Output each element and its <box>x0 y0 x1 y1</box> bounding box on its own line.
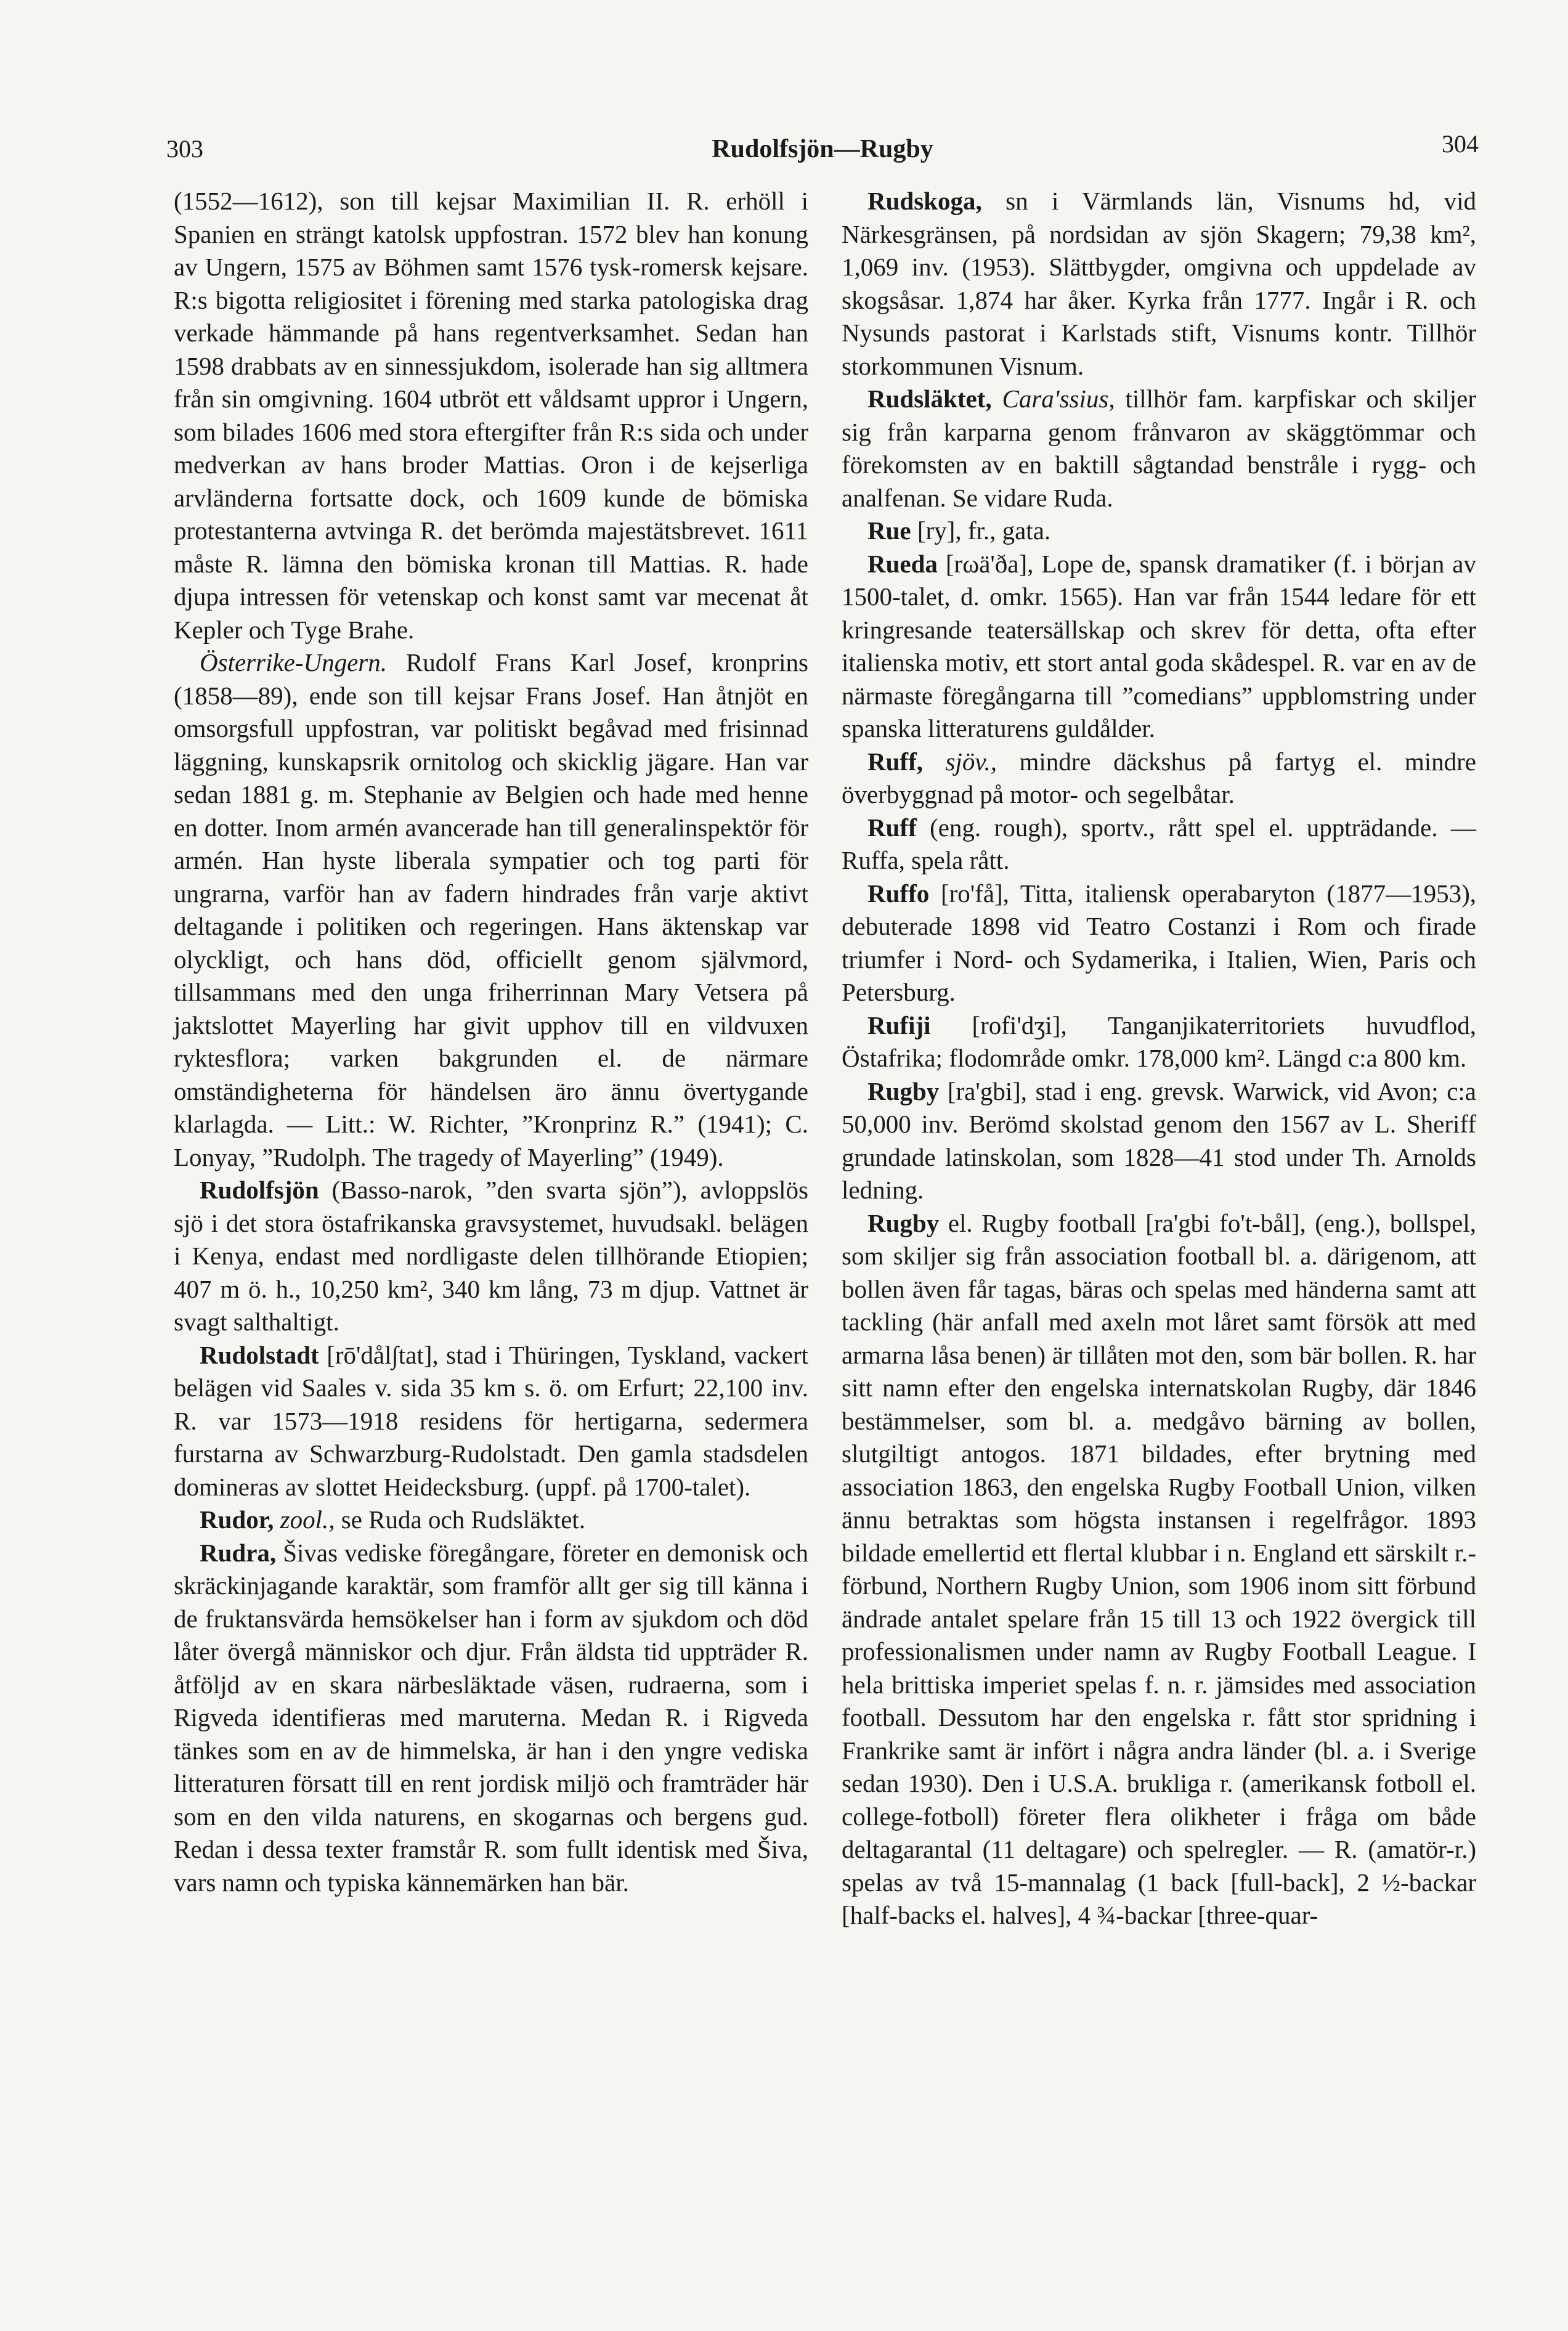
left-column <box>174 185 808 1899</box>
entry-text: (eng. rough), sportv., rått spel el. uppträdande. — Ruffa, spela rått. <box>842 813 1476 874</box>
dictionary-entry <box>842 812 1476 877</box>
right-column <box>842 185 1476 1932</box>
dictionary-entry <box>842 1075 1476 1207</box>
entry-text: mindre däckshus på fartyg el. mindre överbyggnad på motor- och segelbåtar. <box>842 747 1476 808</box>
entry-italic-label: Cara'ssius, <box>1002 384 1115 413</box>
entry-headword: Rudor, <box>200 1505 274 1534</box>
dictionary-entry <box>174 1537 808 1900</box>
dictionary-entry <box>842 548 1476 746</box>
entry-headword: Rugby <box>867 1076 940 1105</box>
dictionary-entry <box>842 746 1476 812</box>
entry-text: [ra'gbi], stad i eng. grevsk. Warwick, vid Avon; c:a 50,000 inv. Berömd skolstad genom den 1567 av L. Sheriff grundade latinskolan, som 1828—41 stod under Th. Arnolds ledning. <box>842 1076 1476 1204</box>
entry-italic-label: zool., <box>280 1505 335 1534</box>
entry-headword: Rudolstadt <box>200 1340 319 1369</box>
entry-headword: Rufiji <box>867 1011 931 1039</box>
entry-headword: Ruff, <box>867 747 923 776</box>
entry-continuation <box>174 185 808 646</box>
dictionary-entry <box>174 1503 808 1537</box>
entry-headword: Rudra, <box>200 1538 277 1567</box>
entry-text: sn i Värmlands län, Visnums hd, vid Närkesgränsen, på nordsidan av sjön Skagern; 79,38 km², 1,069 inv. (1953). Slättbygder, omgivna och uppdelade av skogsåsar. 1,874 har åker. Kyrka från 1777. Ingår i R. och Nysunds pastorat i Karlstads stift, Visnums kontr. Tillhör storkommunen Visnum. <box>842 187 1476 380</box>
entry-italic-label: sjöv., <box>945 747 997 776</box>
dictionary-entry <box>174 1174 808 1339</box>
entry-text: tillhör fam. karpfiskar och skiljer sig från karparna genom frånvaron av skäggtömmar och förekomsten av en baktill sågtandad benstråle i rygg- och analfenan. Se vidare Ruda. <box>842 384 1477 512</box>
entry-text: [rofi'dʒi], Tanganjikaterritoriets huvudflod, Östafrika; flodområde omkr. 178,000 km². Längd c:a 800 km. <box>842 1011 1477 1072</box>
dictionary-entry <box>842 185 1476 383</box>
entry-headword: Rugby <box>867 1208 940 1237</box>
entry-headword: Rudolfsjön <box>200 1176 319 1204</box>
dictionary-entry <box>842 1207 1476 1932</box>
entry-text: [ry], fr., gata. <box>917 516 1051 545</box>
left-page-number: 303 <box>166 135 203 163</box>
entry-headword: Rudskoga, <box>867 187 982 215</box>
entry-headword: Rue <box>867 516 911 545</box>
dictionary-entry <box>842 877 1476 1009</box>
entry-italic-label: Österrike-Ungern. <box>200 648 388 677</box>
entry-text: (1552—1612), son till kejsar Maximilian II. R. erhöll i Spanien en strängt katolsk uppfostran. 1572 blev han konung av Ungern, 1575 av Böhmen samt 1576 tysk-romersk kejsare. R:s bigotta religiositet i förening med starka patologiska drag verkade hämmande på hans regentverksamhet. Sedan han 1598 drabbats av en sinnessjukdom, isolerade han sig alltmera från sin omgivning. 1604 utbröt ett våldsamt uppror i Ungern, som bilades 1606 med stora eftergifter från R:s sida och under medverkan av hans broder Mattias. Oron i de kejserliga arvländerna fortsatte dock, och 1609 kunde de bömiska protestanterna avtvinga R. det berömda majestätsbrevet. 1611 måste R. lämna den bömiska kronan till Mattias. R. hade djupa intressen för vetenskap och konst samt var mecenat åt Kepler och Tyge Brahe. <box>174 187 808 644</box>
entry-text: Rudolf Frans Karl Josef, kronprins (1858—89), ende son till kejsar Frans Josef. Han åtnjöt en omsorgsfull uppfostran, var politiskt begåvad med frisinnad läggning, kunskapsrik ornitolog och skicklig jägare. Han var sedan 1881 g. m. Stephanie av Belgien och hade med henne en dotter. Inom armén avancerade han till generalinspektör för armén. Han hyste liberala sympatier och tog parti för ungrarna, varför han av fadern hindrades från varje aktivt deltagande i politiken och regeringen. Hans äktenskap var olyckligt, och hans död, officiellt genom självmord, tillsammans med den unga friherrinnan Mary Vetsera på jaktslottet Mayerling har givit upphov till en vildvuxen ryktesflora; varken bakgrunden el. de närmare omständigheterna för händelsen äro ännu övertygande klarlagda. — Litt.: W. Richter, ”Kronprinz R.” (1941); C. Lonyay, ”Rudolph. The tragedy of Mayerling” (1949). <box>174 648 808 1171</box>
page-header <box>166 130 1479 171</box>
entry-headword: Ruffo <box>867 879 930 908</box>
dictionary-entry <box>842 1009 1476 1075</box>
dictionary-entry <box>842 515 1476 548</box>
entry-text: el. Rugby football [ra'gbi fo't-bål], (eng.), bollspel, som skiljer sig från association football bl. a. därigenom, att bollen även får tagas, bäras och spelas med händerna samt att tackling (här anfall med axeln mot låret samt försök att med armarna låsa benen) är tillåten mot den, som bär bollen. R. har sitt namn efter den engelska internatskolan Rugby, där 1846 bestämmelser, som bl. a. medgåvo bärning av bollen, slutgiltigt antogos. 1871 bildades, efter brytning med association 1863, den engelska Rugby Football Union, vilken ännu betraktas som högsta instansen i regelfrågor. 1893 bildade emellertid ett flertal klubbar i n. England ett särskilt r.-förbund, Northern Rugby Union, som 1906 inom sitt förbund ändrade antalet spelare från 15 till 13 och 1922 övergick till professionalismen under namn av Rugby Football League. I hela brittiska imperiet spelas f. n. r. jämsides med association football. Dessutom har den engelska r. fått stor spridning i Frankrike samt är infört i några andra länder (bl. a. i Sverige sedan 1930). Den i U.S.A. brukliga r. (amerikansk fotboll el. college-fotboll) företer flera olikheter i fråga om både deltagarantal (11 deltagare) och spelregler. — R. (amatör-r.) spelas av två 15-mannalag (1 back [full-back], 2 ½-backar [half-backs el. halves], 4 ¾-backar [three-quar- <box>842 1208 1476 1929</box>
dictionary-entry <box>842 383 1476 515</box>
running-title: Rudolfsjön—Rugby <box>712 135 933 163</box>
entry-text: [rωä'ða], Lope de, spansk dramatiker (f. i början av 1500-talet, d. omkr. 1565). Han var från 1544 ledare för ett kringresande teatersällskap och skrev för detta, ofta efter italienska motiv, ett stort antal goda skådespel. R. var en av de närmaste föregångarna till ”comedians” uppblomstring under spanska litteraturens guldålder. <box>842 549 1476 742</box>
entry-headword: Rueda <box>867 549 938 578</box>
entry-headword: Ruff <box>867 813 917 842</box>
entry-text: [ro'få], Titta, italiensk operabaryton (1877—1953), debuterade 1898 vid Teatro Costanzi i Rom och firade triumfer i Nord- och Sydamerika, i Italien, Wien, Paris och Petersburg. <box>842 879 1476 1006</box>
right-page-number: 304 <box>1442 130 1479 158</box>
entry-headword: Rudsläktet, <box>867 384 992 413</box>
dictionary-entry <box>174 646 808 1174</box>
entry-text: Šivas vediske föregångare, företer en demonisk och skräckinjagande karaktär, som framför allt ger sig till känna i de fruktansvärda hemsökelser han i form av sjukdom och död låter övergå människor och djur. Från äldsta tid uppträder R. åtföljd av en skara närbesläktade väsen, rudraerna, som i Rigveda identifieras med maruterna. Medan R. i Rigveda tänkes som en av de himmelska, är han i den yngre vediska litteraturen försatt till en rent jordisk miljö och framträder här som en den vilda naturens, en skogarnas och bergens gud. Redan i dessa texter framstår R. som fullt identisk med Šiva, vars namn och typiska kännemärken han bär. <box>174 1538 809 1897</box>
entry-text: [rō'dål∫tat], stad i Thüringen, Tyskland, vackert belägen vid Saales v. sida 35 km s. ö. om Erfurt; 22,100 inv. R. var 1573—1918 residens för hertigarna, sedermera furstarna av Schwarzburg-Rudolstadt. Den gamla stadsdelen domineras av slottet Heidecksburg. (uppf. på 1700-talet). <box>174 1340 808 1501</box>
entry-text: (Basso-narok, ”den svarta sjön”), avloppslös sjö i det stora östafrikanska gravsystemet, huvudsakl. belägen i Kenya, endast med nordligaste delen tillhörande Etiopien; 407 m ö. h., 10,250 km², 340 km lång, 73 m djup. Vattnet är svagt salthaltigt. <box>174 1176 809 1336</box>
entry-text: se Ruda och Rudsläktet. <box>335 1505 586 1534</box>
dictionary-entry <box>174 1339 808 1504</box>
